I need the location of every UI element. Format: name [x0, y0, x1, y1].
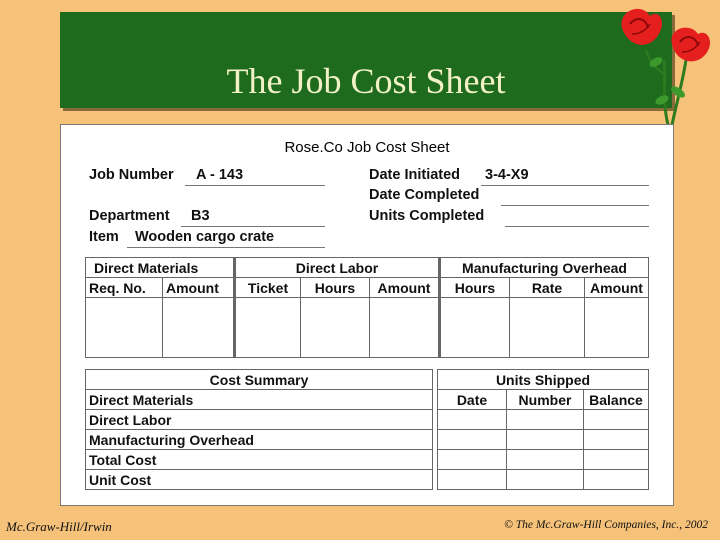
footer-publisher: Mc.Graw-Hill/Irwin — [6, 519, 112, 534]
col-ticket: Ticket — [235, 278, 301, 298]
footer-copyright: © The Mc.Graw-Hill Companies, Inc., 2002 — [504, 519, 708, 531]
units-completed-line — [505, 226, 649, 227]
units-shipped-table — [437, 369, 649, 490]
job-number-value: A - 143 — [196, 167, 244, 183]
group-direct-labor: Direct Labor — [235, 258, 440, 278]
department-value: B3 — [191, 208, 210, 224]
col-dl-amount: Amount — [370, 278, 440, 298]
col-dm-amount: Amount — [163, 278, 235, 298]
job-number-line — [185, 185, 325, 186]
slide-title: The Job Cost Sheet — [226, 61, 506, 101]
sheet-title: Rose.Co Job Cost Sheet — [284, 139, 450, 156]
summary-row: Manufacturing Overhead — [86, 430, 433, 450]
rose-icon — [606, 0, 720, 130]
item-line — [127, 247, 325, 248]
col-dl-hours: Hours — [301, 278, 370, 298]
date-initiated-label: Date Initiated — [369, 167, 461, 183]
cost-table-entry-row — [86, 298, 649, 358]
col-rate: Rate — [510, 278, 585, 298]
cost-summary-title: Cost Summary — [86, 370, 433, 390]
job-cost-sheet — [60, 124, 674, 506]
date-initiated-value: 3-4-X9 — [485, 167, 529, 183]
summary-row: Total Cost — [86, 450, 433, 470]
department-line — [181, 226, 325, 227]
cost-summary-table — [85, 369, 433, 490]
date-completed-line — [501, 205, 649, 206]
item-value: Wooden cargo crate — [135, 229, 275, 245]
col-req-no: Req. No. — [86, 278, 163, 298]
date-completed-label: Date Completed — [369, 187, 480, 203]
department-label: Department — [89, 208, 170, 224]
col-date: Date — [438, 390, 507, 410]
date-initiated-line — [481, 185, 649, 186]
col-moh-hours: Hours — [440, 278, 510, 298]
col-moh-amount: Amount — [585, 278, 649, 298]
units-shipped-title: Units Shipped — [438, 370, 649, 390]
group-manufacturing-overhead: Manufacturing Overhead — [440, 258, 649, 278]
summary-row: Unit Cost — [86, 470, 433, 490]
col-number: Number — [507, 390, 584, 410]
job-number-label: Job Number — [89, 167, 174, 183]
group-direct-materials: Direct Materials — [86, 258, 235, 278]
units-completed-label: Units Completed — [369, 208, 485, 224]
summary-row: Direct Materials — [86, 390, 433, 410]
cost-table — [85, 257, 649, 358]
col-balance: Balance — [584, 390, 649, 410]
summary-row: Direct Labor — [86, 410, 433, 430]
item-label: Item — [89, 229, 119, 245]
